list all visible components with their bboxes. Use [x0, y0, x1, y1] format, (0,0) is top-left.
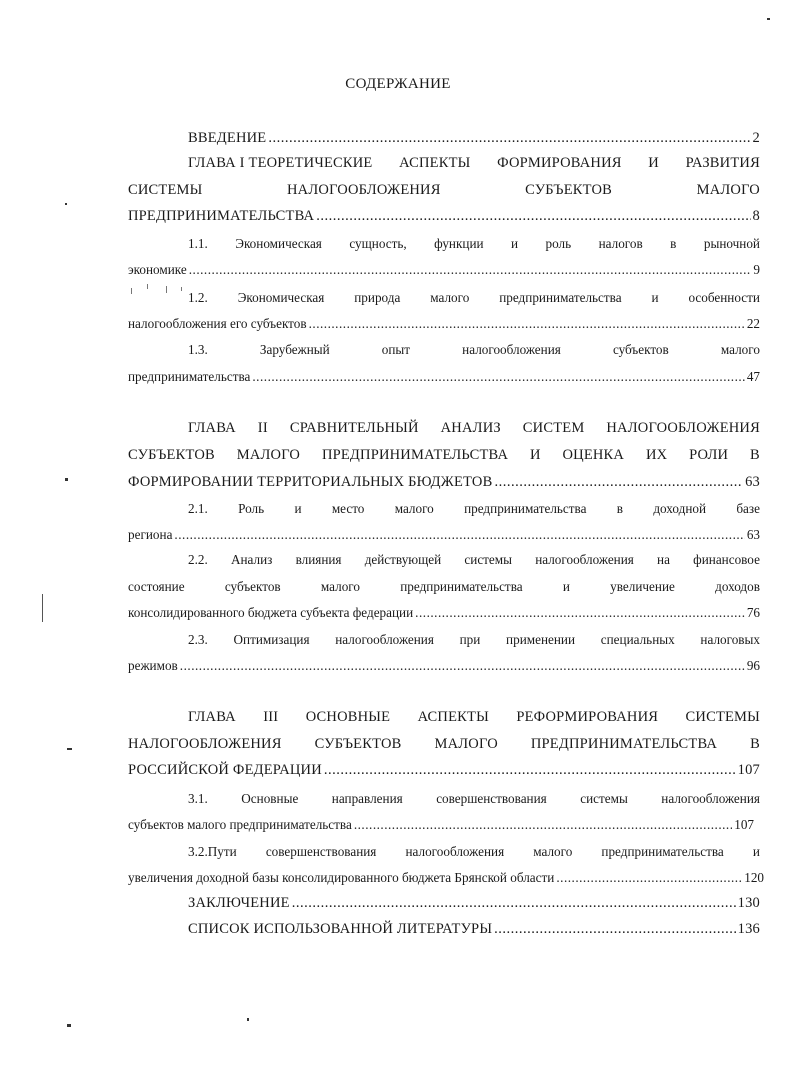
toc-word: II — [257, 420, 268, 436]
toc-word: 1.1. — [188, 236, 208, 251]
toc-word: 3.1. — [188, 791, 208, 806]
toc-word: базе — [736, 501, 760, 516]
toc-word: и — [294, 501, 302, 516]
toc-entry-label: предпринимательства — [128, 369, 251, 384]
toc-word: И — [529, 447, 541, 463]
toc-word: налогообложения — [335, 632, 434, 647]
toc-page-number: 76 — [746, 605, 760, 620]
toc-entry-label: РОССИЙСКОЙ ФЕДЕРАЦИИ — [128, 762, 322, 778]
toc-word: опыт — [381, 342, 411, 357]
toc-word: функции — [434, 236, 484, 251]
toc-word: сущность, — [349, 236, 407, 251]
toc-word: СУБЪЕКТОВ — [314, 736, 402, 752]
toc-section-1-3-line-2[interactable] — [128, 367, 760, 387]
toc-word: роль — [545, 236, 572, 251]
toc-word: 2.3. — [188, 632, 208, 647]
toc-entry-label: региона — [128, 527, 173, 542]
toc-word: ГЛАВА I ТЕОРЕТИЧЕСКИЕ — [188, 155, 373, 171]
toc-word: в — [616, 501, 624, 516]
toc-word: малого — [430, 290, 470, 305]
toc-leader-dots — [324, 760, 736, 780]
toc-section-2-1-line-2[interactable] — [128, 525, 760, 545]
toc-entry-label: ФОРМИРОВАНИИ ТЕРРИТОРИАЛЬНЫХ БЮДЖЕТОВ — [128, 474, 493, 490]
toc-leader-dots — [189, 260, 752, 280]
toc-chapter-1-line-2[interactable] — [128, 180, 760, 200]
toc-word: III — [263, 709, 279, 725]
toc-section-2-3-line-2[interactable] — [128, 656, 760, 676]
toc-leader-dots — [268, 128, 750, 148]
toc-entry-label: ПРЕДПРИНИМАТЕЛЬСТВА — [128, 208, 315, 224]
toc-word: 1.2. — [188, 290, 208, 305]
toc-leader-dots — [415, 603, 745, 623]
toc-word: ГЛАВА — [188, 709, 236, 725]
toc-word: направления — [331, 791, 403, 806]
toc-word: доходов — [715, 579, 760, 594]
toc-word: СИСТЕМЫ — [128, 182, 203, 198]
toc-chapter-3-line-2[interactable] — [128, 734, 760, 754]
toc-leader-dots — [309, 314, 745, 334]
toc-leader-dots — [494, 919, 735, 939]
toc-word: особенности — [688, 290, 760, 305]
scan-artifact — [166, 286, 167, 293]
toc-word: малого — [394, 501, 434, 516]
toc-section-1-2-line-2[interactable] — [128, 314, 760, 334]
scan-artifact — [181, 287, 182, 291]
toc-word: предпринимательства — [400, 579, 523, 594]
toc-page-number: 107 — [734, 817, 754, 832]
toc-page-number: 8 — [752, 208, 760, 224]
toc-word: и — [511, 236, 519, 251]
toc-word: при — [459, 632, 481, 647]
toc-word: действующей — [364, 552, 442, 567]
toc-word: системы — [464, 552, 512, 567]
toc-word: МАЛОГО — [696, 182, 760, 198]
toc-section-2-2-line-1[interactable] — [188, 550, 760, 570]
toc-entry-label: налогообложения его субъектов — [128, 316, 307, 331]
toc-word: налогообложения — [405, 844, 505, 859]
toc-section-1-3-line-1[interactable] — [188, 340, 760, 360]
toc-page-number: 136 — [737, 921, 760, 937]
toc-word: В — [750, 447, 760, 463]
toc-word: СИСТЕМ — [522, 420, 585, 436]
toc-word: субъектов — [224, 579, 281, 594]
toc-word: природа — [354, 290, 401, 305]
toc-word: 2.1. — [188, 501, 208, 516]
scan-artifact — [767, 18, 770, 20]
toc-word: Роль — [238, 501, 265, 516]
toc-section-3-1-line-2[interactable] — [128, 815, 754, 835]
toc-word: ОСНОВНЫЕ — [305, 709, 391, 725]
toc-word: СИСТЕМЫ — [685, 709, 760, 725]
toc-entry-label: экономике — [128, 262, 187, 277]
toc-entry-label: ВВЕДЕНИЕ — [188, 130, 267, 146]
scan-artifact — [131, 288, 132, 294]
toc-word: Оптимизация — [233, 632, 310, 647]
toc-word: ГЛАВА — [188, 420, 236, 436]
toc-page-number: 47 — [746, 369, 760, 384]
toc-page-number: 96 — [746, 658, 760, 673]
toc-page-number: 63 — [746, 527, 760, 542]
toc-word: В — [750, 736, 760, 752]
scan-artifact — [65, 478, 68, 481]
toc-page-number: 63 — [745, 474, 760, 490]
toc-word: РОЛИ — [689, 447, 729, 463]
toc-leader-dots — [180, 656, 745, 676]
toc-word: совершенствования — [265, 844, 377, 859]
toc-word: и — [651, 290, 659, 305]
toc-word: применении — [506, 632, 576, 647]
toc-section-1-1-line-2[interactable] — [128, 260, 760, 280]
toc-word: место — [331, 501, 365, 516]
toc-word: 1.3. — [188, 342, 208, 357]
toc-word: РЕФОРМИРОВАНИЯ — [516, 709, 659, 725]
scan-artifact — [42, 594, 43, 622]
toc-word: системы — [580, 791, 628, 806]
toc-word: налогов — [598, 236, 643, 251]
toc-word: налогообложения — [462, 342, 561, 357]
toc-leader-dots — [556, 868, 742, 888]
toc-word: ФОРМИРОВАНИЯ — [497, 155, 622, 171]
toc-word: совершенствования — [436, 791, 547, 806]
toc-page-number: 107 — [737, 762, 760, 778]
toc-word: предпринимательства — [464, 501, 587, 516]
toc-word: рыночной — [703, 236, 760, 251]
toc-word: Зарубежный — [259, 342, 330, 357]
toc-leader-dots — [494, 472, 743, 492]
scan-artifact — [247, 1018, 249, 1021]
toc-entry-label: ЗАКЛЮЧЕНИЕ — [188, 895, 290, 911]
toc-word: 3.2.Пути — [188, 844, 237, 859]
scan-artifact — [147, 284, 148, 289]
toc-chapter-3-line-3[interactable] — [128, 760, 760, 780]
toc-chapter-2-line-2[interactable] — [128, 445, 760, 465]
toc-word: МАЛОГО — [236, 447, 301, 463]
toc-word: ИХ — [645, 447, 668, 463]
toc-entry-label: режимов — [128, 658, 178, 673]
toc-page-number: 130 — [737, 895, 760, 911]
toc-word: СУБЪЕКТОВ — [128, 447, 215, 463]
toc-chapter-2-line-3[interactable] — [128, 472, 760, 492]
toc-word: налоговых — [700, 632, 760, 647]
toc-word: МАЛОГО — [434, 736, 498, 752]
toc-page-number: 9 — [753, 262, 760, 277]
page-title: СОДЕРЖАНИЕ — [345, 76, 451, 92]
toc-section-2-2-line-2[interactable] — [128, 577, 760, 597]
scan-artifact — [67, 748, 72, 750]
toc-page-number: 2 — [752, 130, 760, 146]
toc-word: в — [670, 236, 677, 251]
toc-word: АСПЕКТЫ — [417, 709, 489, 725]
toc-word: налогообложения — [535, 552, 634, 567]
toc-word: ПРЕДПРИНИМАТЕЛЬСТВА — [321, 447, 509, 463]
toc-section-1-2-line-1[interactable] — [188, 288, 760, 308]
toc-word: и — [752, 844, 760, 859]
toc-word: субъектов — [612, 342, 669, 357]
toc-word: специальных — [600, 632, 675, 647]
toc-word: НАЛОГООБЛОЖЕНИЯ — [128, 736, 282, 752]
toc-leader-dots — [354, 815, 732, 835]
toc-page-number: 120 — [744, 870, 764, 885]
scan-artifact — [65, 203, 67, 205]
toc-word: малого — [533, 844, 573, 859]
toc-chapter-2-line-1[interactable] — [188, 418, 760, 438]
toc-leader-dots — [292, 893, 736, 913]
toc-entry-introduction[interactable] — [188, 128, 760, 148]
toc-section-1-1-line-1[interactable] — [188, 234, 760, 254]
toc-entry-label: консолидированного бюджета субъекта федерации — [128, 605, 414, 620]
toc-section-3-2-line-2[interactable] — [128, 868, 764, 888]
toc-word: состояние — [128, 579, 185, 594]
toc-entry-label: СПИСОК ИСПОЛЬЗОВАННОЙ ЛИТЕРАТУРЫ — [188, 921, 493, 937]
toc-word: малого — [320, 579, 360, 594]
toc-word: малого — [720, 342, 760, 357]
toc-word: Основные — [241, 791, 299, 806]
toc-word: доходной — [653, 501, 707, 516]
toc-word: ОЦЕНКА — [562, 447, 625, 463]
toc-chapter-3-line-1[interactable] — [188, 707, 760, 727]
toc-word: АСПЕКТЫ — [399, 155, 471, 171]
toc-chapter-1-line-3[interactable] — [128, 206, 760, 226]
toc-section-2-2-line-3[interactable] — [128, 603, 760, 623]
toc-word: предпринимательства — [601, 844, 724, 859]
toc-entry-label: субъектов малого предпринимательства — [128, 817, 352, 832]
toc-entry-label: увеличения доходной базы консолидированного бюджета Брянской области — [128, 870, 555, 885]
toc-word: на — [657, 552, 670, 567]
toc-leader-dots — [174, 525, 744, 545]
toc-section-2-1-line-1[interactable] — [188, 499, 760, 519]
toc-word: И — [648, 155, 659, 171]
toc-chapter-1-line-1[interactable] — [188, 153, 760, 173]
toc-word: НАЛОГООБЛОЖЕНИЯ — [287, 182, 441, 198]
toc-word: НАЛОГООБЛОЖЕНИЯ — [606, 420, 760, 436]
toc-word: 2.2. — [188, 552, 208, 567]
toc-word: предпринимательства — [499, 290, 622, 305]
toc-word: СУБЪЕКТОВ — [525, 182, 613, 198]
toc-word: влияния — [295, 552, 342, 567]
toc-word: Анализ — [230, 552, 273, 567]
scan-artifact — [67, 1024, 71, 1027]
toc-word: Экономическая — [235, 236, 322, 251]
toc-word: финансовое — [693, 552, 760, 567]
toc-section-2-3-line-1[interactable] — [188, 630, 760, 650]
toc-word: РАЗВИТИЯ — [685, 155, 760, 171]
toc-word: СРАВНИТЕЛЬНЫЙ — [289, 420, 419, 436]
toc-word: Экономическая — [237, 290, 325, 305]
toc-word: и — [562, 579, 570, 594]
toc-entry-references[interactable] — [188, 919, 760, 939]
toc-leader-dots — [252, 367, 744, 387]
toc-entry-conclusion[interactable] — [188, 893, 760, 913]
toc-word: увеличение — [610, 579, 675, 594]
toc-word: ПРЕДПРИНИМАТЕЛЬСТВА — [530, 736, 718, 752]
toc-leader-dots — [316, 206, 750, 226]
toc-section-3-1-line-1[interactable] — [188, 789, 760, 809]
toc-word: АНАЛИЗ — [440, 420, 501, 436]
toc-section-3-2-line-1[interactable] — [188, 842, 760, 862]
toc-word: налогообложения — [661, 791, 760, 806]
toc-page-number: 22 — [746, 316, 760, 331]
